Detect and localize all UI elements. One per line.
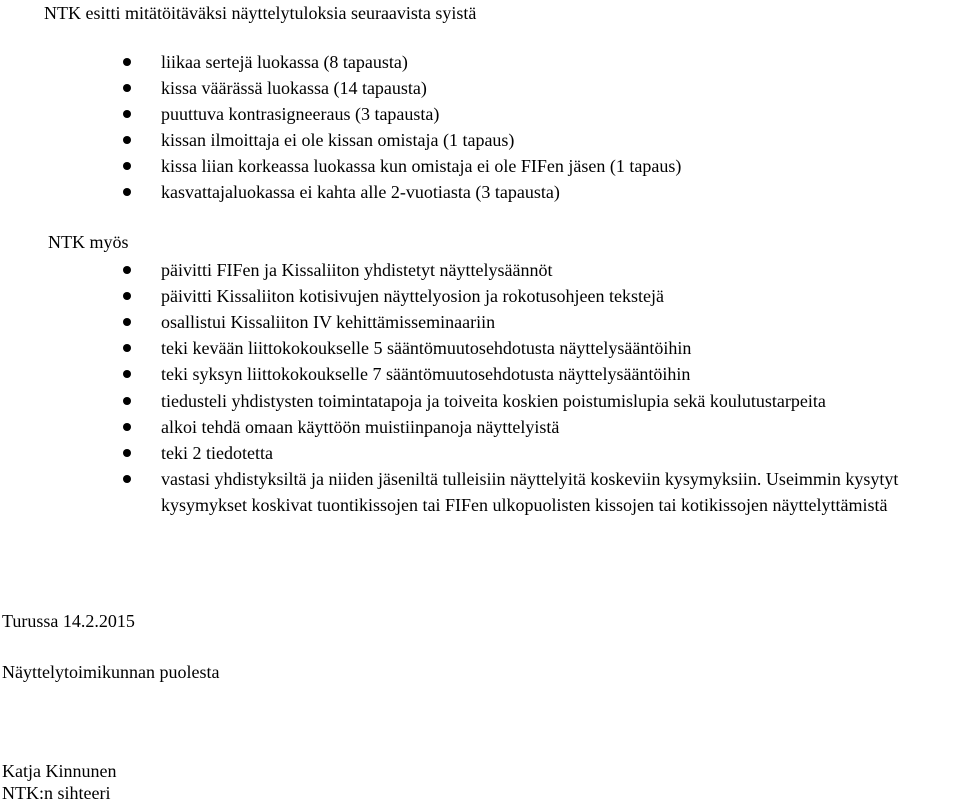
bullet-icon (123, 58, 131, 66)
bullet-icon (123, 84, 131, 92)
bullet-icon (123, 449, 131, 457)
section-heading-invalidations: NTK esitti mitätöitäväksi näyttelytuloksia seuraavista syistä (44, 3, 477, 23)
bullet-icon (123, 344, 131, 352)
list-item-text: vastasi yhdistyksiltä ja niiden jäseniltä tulleisiin näyttelyitä koskeviin kysymyksiin. Useimmin kysytyt kysymykset koskivat tuontikissojen tai FIFen ulkopuolisten kissojen tai kotikissojen näyttelyttämistä (161, 469, 899, 515)
list-item-text: päivitti FIFen ja Kissaliiton yhdistetyt näyttelysäännöt (161, 260, 553, 280)
list-item-text: päivitti Kissaliiton kotisivujen näyttelyosion ja rokotusohjeen tekstejä (161, 286, 664, 306)
bullet-icon (123, 397, 131, 405)
bullet-icon (123, 136, 131, 144)
signer-title: NTK:n sihteeri (2, 783, 111, 803)
place-and-date: Turussa 14.2.2015 (2, 611, 135, 631)
list-item-text: liikaa sertejä luokassa (8 tapausta) (161, 52, 408, 72)
list-item-text: osallistui Kissaliiton IV kehittämisseminaariin (161, 312, 496, 332)
on-behalf-line: Näyttelytoimikunnan puolesta (2, 662, 220, 682)
bullet-icon (123, 162, 131, 170)
list-item-text: teki syksyn liittokokoukselle 7 sääntömuutosehdotusta näyttelysääntöihin (161, 364, 691, 384)
bullet-icon (123, 266, 131, 274)
signer-name: Katja Kinnunen (2, 761, 117, 781)
list-item-text: kasvattajaluokassa ei kahta alle 2-vuotiasta (3 tapausta) (161, 182, 560, 202)
list-item-text: teki kevään liittokokoukselle 5 sääntömuutosehdotusta näyttelysääntöihin (161, 338, 692, 358)
bullet-icon (123, 188, 131, 196)
list-item-text: kissan ilmoittaja ei ole kissan omistaja (1 tapaus) (161, 130, 515, 150)
list-item-text: kissa väärässä luokassa (14 tapausta) (161, 78, 427, 98)
bullet-icon (123, 292, 131, 300)
bullet-icon (123, 475, 131, 483)
bullet-icon (123, 318, 131, 326)
list-item-text: puuttuva kontrasigneeraus (3 tapausta) (161, 104, 440, 124)
list-item-text: kissa liian korkeassa luokassa kun omistaja ei ole FIFen jäsen (1 tapaus) (161, 156, 682, 176)
list-item-text: tiedusteli yhdistysten toimintatapoja ja toiveita koskien poistumislupia sekä koulutustarpeita (161, 391, 826, 411)
section-heading-also: NTK myös (48, 232, 129, 252)
list-item-text: teki 2 tiedotetta (161, 443, 273, 463)
bullet-icon (123, 110, 131, 118)
bullet-icon (123, 423, 131, 431)
list-item-text: alkoi tehdä omaan käyttöön muistiinpanoja näyttelyistä (161, 417, 560, 437)
bullet-icon (123, 370, 131, 378)
